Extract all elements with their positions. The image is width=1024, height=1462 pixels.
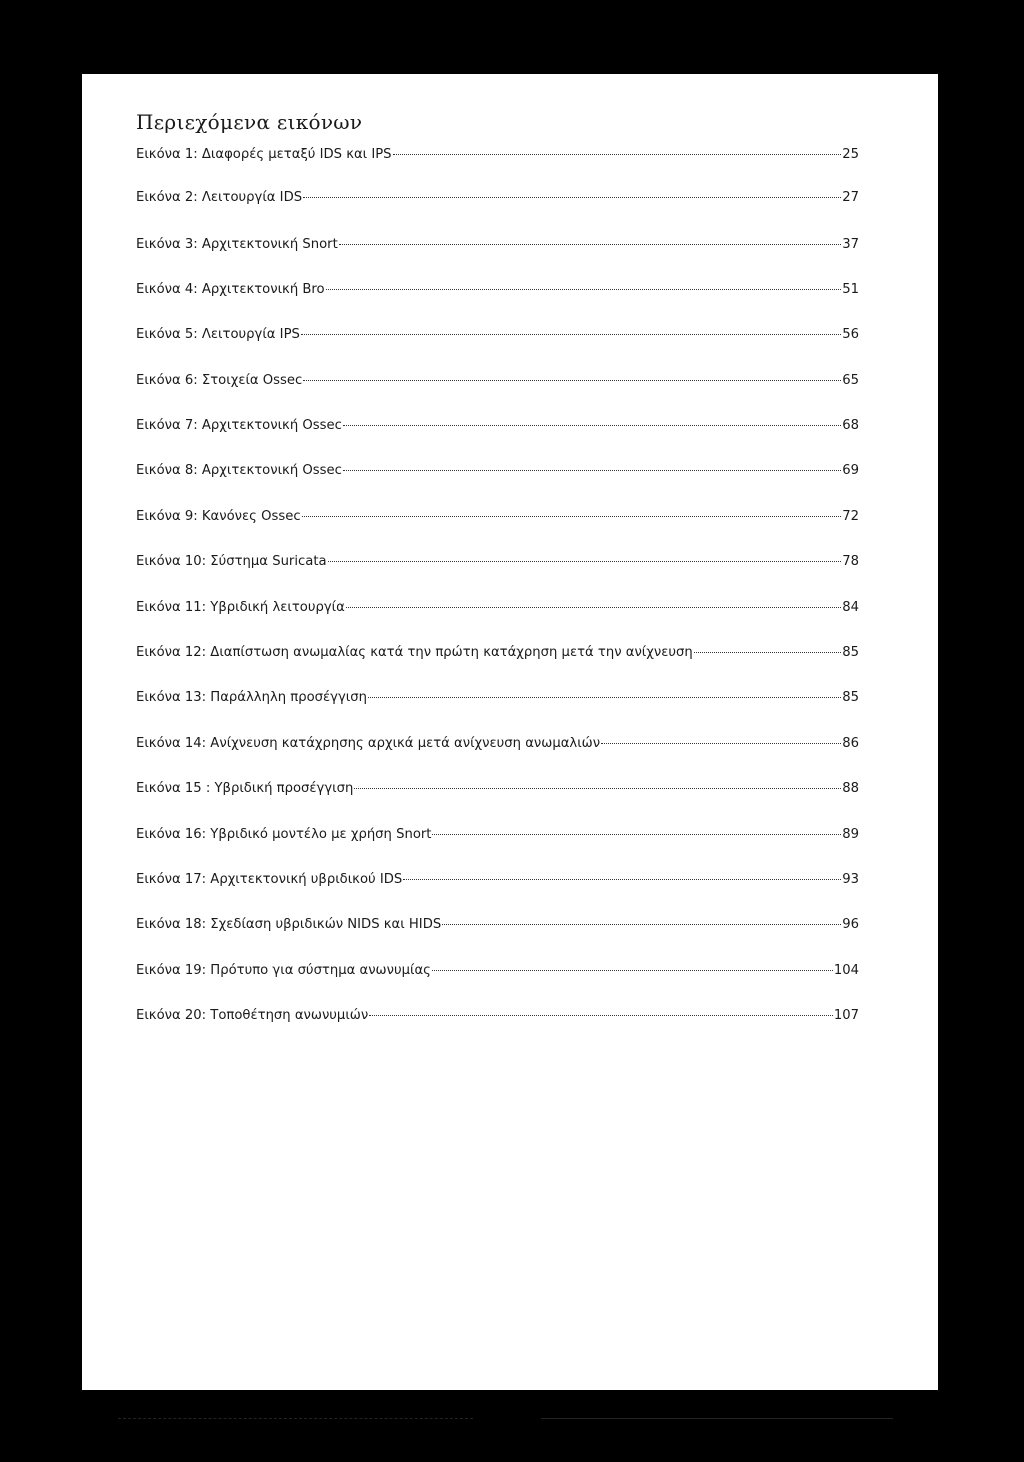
document-page (82, 74, 938, 1390)
toc-heading: Περιεχόμενα εικόνων (136, 110, 363, 134)
dot-leader (303, 380, 841, 381)
toc-entry-label: Εικόνα 17: Αρχιτεκτονική υβριδικού IDS (136, 872, 403, 887)
toc-entry-page: 37 (842, 237, 859, 252)
toc-entry-page: 84 (842, 600, 859, 615)
toc-entry-label: Εικόνα 1: Διαφορές μεταξύ IDS και IPS (136, 147, 392, 162)
dot-leader (354, 788, 841, 789)
toc-entry-label: Εικόνα 2: Λειτουργία IDS (136, 190, 303, 205)
toc-entry-label: Εικόνα 8: Αρχιτεκτονική Ossec (136, 463, 342, 478)
dot-leader (326, 289, 842, 290)
toc-entry[interactable] (136, 645, 859, 667)
toc-entry-label: Εικόνα 3: Αρχιτεκτονική Snort (136, 237, 338, 252)
toc-entry[interactable] (136, 963, 859, 985)
dot-leader (343, 470, 841, 471)
toc-entry[interactable] (136, 554, 859, 576)
toc-entry-page: 68 (842, 418, 859, 433)
toc-entry-page: 69 (842, 463, 859, 478)
toc-entry[interactable] (136, 373, 859, 395)
toc-entry-page: 96 (842, 917, 859, 932)
toc-entry-label: Εικόνα 20: Τοποθέτηση ανωνυμιών (136, 1008, 369, 1023)
toc-entry[interactable] (136, 917, 859, 939)
toc-entry-page: 104 (833, 963, 859, 978)
dot-leader (369, 1015, 833, 1016)
toc-entry-label: Εικόνα 12: Διαπίστωση ανωμαλίας κατά την πρώτη κατάχρηση μετά την ανίχνευση (136, 645, 693, 660)
toc-entry-page: 65 (842, 373, 859, 388)
toc-entry-label: Εικόνα 5: Λειτουργία IPS (136, 327, 300, 342)
toc-entry-page: 86 (842, 736, 859, 751)
toc-entry[interactable] (136, 1008, 859, 1030)
toc-entry-page: 25 (842, 147, 859, 162)
toc-entry[interactable] (136, 237, 859, 259)
toc-entry-page: 107 (833, 1008, 859, 1023)
dot-leader (302, 516, 842, 517)
toc-entry-page: 51 (842, 282, 859, 297)
toc-entry-label: Εικόνα 7: Αρχιτεκτονική Ossec (136, 418, 342, 433)
toc-entry-label: Εικόνα 6: Στοιχεία Ossec (136, 373, 303, 388)
dot-leader (339, 244, 841, 245)
toc-entry-label: Εικόνα 9: Κανόνες Ossec (136, 509, 301, 524)
toc-entry[interactable] (136, 147, 859, 169)
toc-entry-label: Εικόνα 10: Σύστημα Suricata (136, 554, 327, 569)
toc-entry-label: Εικόνα 11: Υβριδική λειτουργία (136, 600, 345, 615)
toc-entry[interactable] (136, 736, 859, 758)
dot-leader (442, 924, 841, 925)
toc-entry-label: Εικόνα 16: Υβριδικό μοντέλο με χρήση Snort (136, 827, 432, 842)
toc-entry-page: 56 (842, 327, 859, 342)
dot-leader (368, 697, 841, 698)
toc-entry[interactable] (136, 509, 859, 531)
toc-entry-label: Εικόνα 14: Ανίχνευση κατάχρησης αρχικά μετά ανίχνευση ανωμαλιών (136, 736, 601, 751)
dot-leader (432, 970, 833, 971)
toc-entry-page: 85 (842, 645, 859, 660)
toc-entry-label: Εικόνα 15 : Υβριδική προσέγγιση (136, 781, 354, 796)
dot-leader (432, 834, 841, 835)
toc-entry-label: Εικόνα 4: Αρχιτεκτονική Bro (136, 282, 325, 297)
toc-entry-page: 89 (842, 827, 859, 842)
toc-entry-page: 88 (842, 781, 859, 796)
dot-leader (303, 197, 841, 198)
footer-rule-left (118, 1418, 473, 1419)
toc-entry-label: Εικόνα 13: Παράλληλη προσέγγιση (136, 690, 367, 705)
toc-entry[interactable] (136, 827, 859, 849)
toc-entry-page: 72 (842, 509, 859, 524)
toc-entry[interactable] (136, 190, 859, 212)
dot-leader (328, 561, 842, 562)
toc-entry-label: Εικόνα 18: Σχεδίαση υβριδικών NIDS και HIDS (136, 917, 442, 932)
toc-entry[interactable] (136, 872, 859, 894)
toc-entry-page: 85 (842, 690, 859, 705)
toc-entry[interactable] (136, 600, 859, 622)
dot-leader (343, 425, 841, 426)
toc-entry[interactable] (136, 463, 859, 485)
dot-leader (403, 879, 841, 880)
dot-leader (694, 652, 841, 653)
toc-entry[interactable] (136, 690, 859, 712)
toc-entry[interactable] (136, 781, 859, 803)
dot-leader (346, 607, 841, 608)
footer-rule-right (541, 1418, 893, 1419)
toc-entry-page: 93 (842, 872, 859, 887)
toc-entry-label: Εικόνα 19: Πρότυπο για σύστημα ανωνυμίας (136, 963, 431, 978)
toc-entry[interactable] (136, 418, 859, 440)
dot-leader (301, 334, 841, 335)
dot-leader (601, 743, 841, 744)
toc-entry-page: 27 (842, 190, 859, 205)
dot-leader (393, 154, 842, 155)
toc-entry-page: 78 (842, 554, 859, 569)
toc-entry[interactable] (136, 282, 859, 304)
toc-entry[interactable] (136, 327, 859, 349)
